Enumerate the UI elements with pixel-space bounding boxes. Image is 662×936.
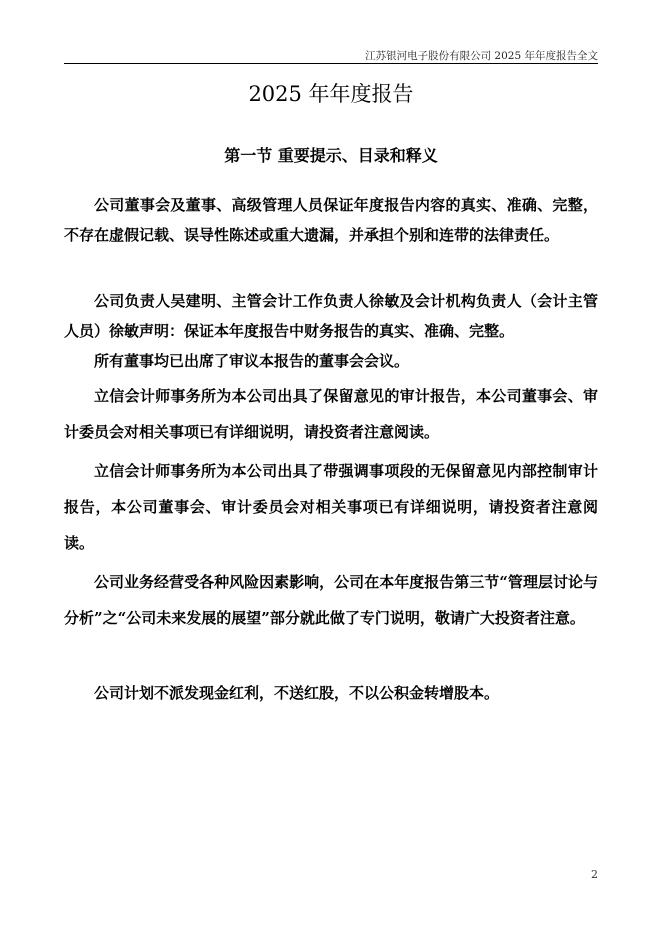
paragraph-dividend-plan: 公司计划不派发现金红利，不送红股，不以公积金转增股本。 — [94, 684, 500, 702]
page-number: 2 — [591, 868, 598, 881]
paragraph-audit-opinion: 立信会计师事务所为本公司出具了保留意见的审计报告，本公司董事会、审计委员会对相关事项已有详细说明，请投资者注意阅读。 — [64, 387, 598, 441]
paragraph-internal-control-audit: 立信会计师事务所为本公司出具了带强调事项段的无保留意见内部控制审计报告，本公司董事会、审计委员会对相关事项已有详细说明，请投资者注意阅读。 — [64, 462, 598, 552]
header-rule — [64, 63, 598, 64]
paragraph-responsible-persons: 公司负责人吴建明、主管会计工作负责人徐敏及会计机构负责人（会计主管人员）徐敏声明：保证本年度报告中财务报告的真实、准确、完整。 — [64, 292, 598, 340]
paragraph-risk-factors: 公司业务经营受各种风险因素影响，公司在本年度报告第三节“管理层讨论与分析”之“公司未来发展的展望”部分就此做了专门说明，敬请广大投资者注意。 — [64, 573, 598, 627]
section-title: 第一节 重要提示、目录和释义 — [224, 146, 438, 165]
document-title: 2025 年年度报告 — [248, 82, 414, 106]
paragraph-directors-attendance: 所有董事均已出席了审议本报告的董事会会议。 — [94, 352, 410, 370]
paragraph-board-guarantee: 公司董事会及董事、高级管理人员保证年度报告内容的真实、准确、完整，不存在虚假记载、误导性陈述或重大遗漏，并承担个别和连带的法律责任。 — [64, 196, 598, 244]
running-header: 江苏银河电子股份有限公司 2025 年年度报告全文 — [365, 50, 598, 62]
